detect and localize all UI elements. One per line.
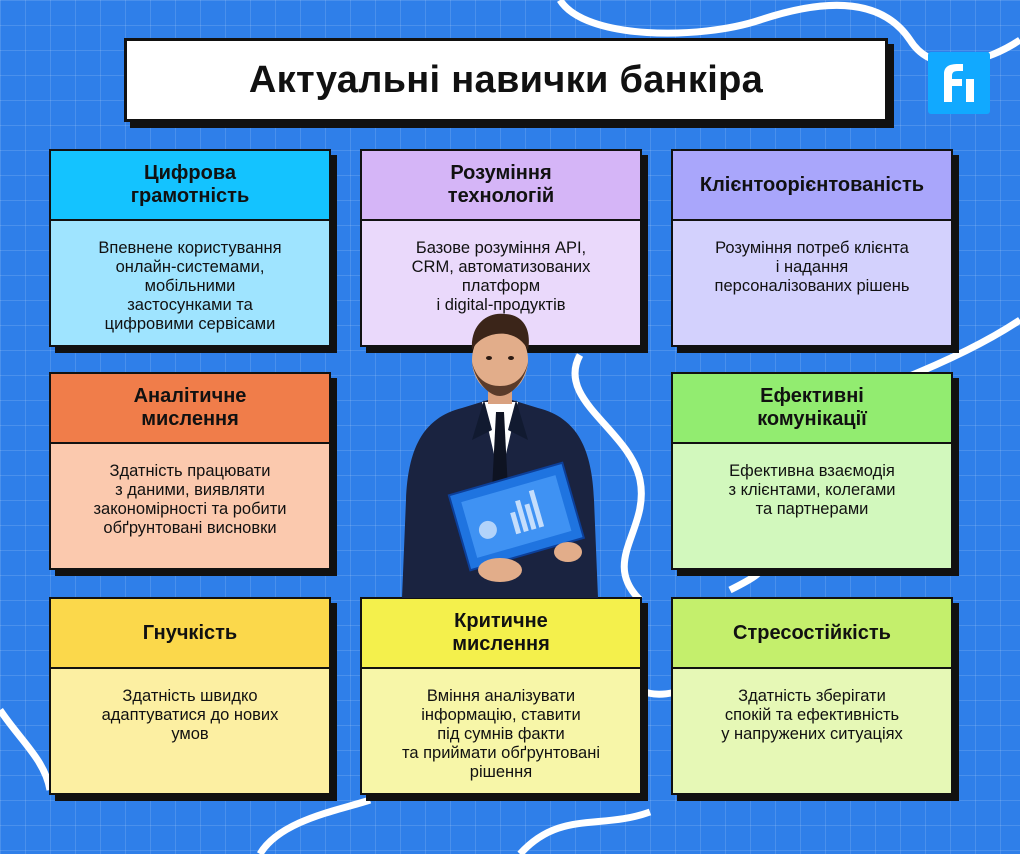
page-title: Актуальні навички банкіра [248,58,764,101]
card-title: Ефективні комунікації [673,374,951,444]
card-title: Розуміння технологій [362,151,640,221]
card-effective-communication [671,372,953,570]
card-stress-resistance [671,597,953,795]
card-title: Гнучкість [51,599,329,669]
card-text: Здатність швидко адаптуватися до нових умов [51,669,329,793]
card-title: Клієнтоорієнтованість [673,151,951,221]
card-text: Вміння аналізувати інформацію, ставити під сумнів факти та приймати обґрунтовані рішення [362,669,640,793]
card-text: Здатність зберігати спокій та ефективність у напружених ситуаціях [673,669,951,793]
banker-illustration [392,300,607,598]
card-title: Стресостійкість [673,599,951,669]
card-title: Критичне мислення [362,599,640,669]
card-text: Впевнене користування онлайн-системами, мобільними застосунками та цифровими сервісами [51,221,329,345]
card-text: Розуміння потреб клієнта і надання персоналізованих рішень [673,221,951,345]
card-title: Цифрова грамотність [51,151,329,221]
card-text: Ефективна взаємодія з клієнтами, колегами та партнерами [673,444,951,568]
card-title: Аналітичне мислення [51,374,329,444]
card-text: Базове розуміння API, CRM, автоматизованих платформ і digital-продуктів [362,221,640,345]
card-flexibility [49,597,331,795]
card-client-orientation [671,149,953,347]
card-digital-literacy [49,149,331,347]
title-banner [124,38,888,122]
fi-logo-icon [936,60,982,106]
brand-logo [928,52,990,114]
card-text: Здатність працювати з даними, виявляти закономірності та робити обґрунтовані висновки [51,444,329,568]
card-critical-thinking [360,597,642,795]
card-analytical-thinking [49,372,331,570]
